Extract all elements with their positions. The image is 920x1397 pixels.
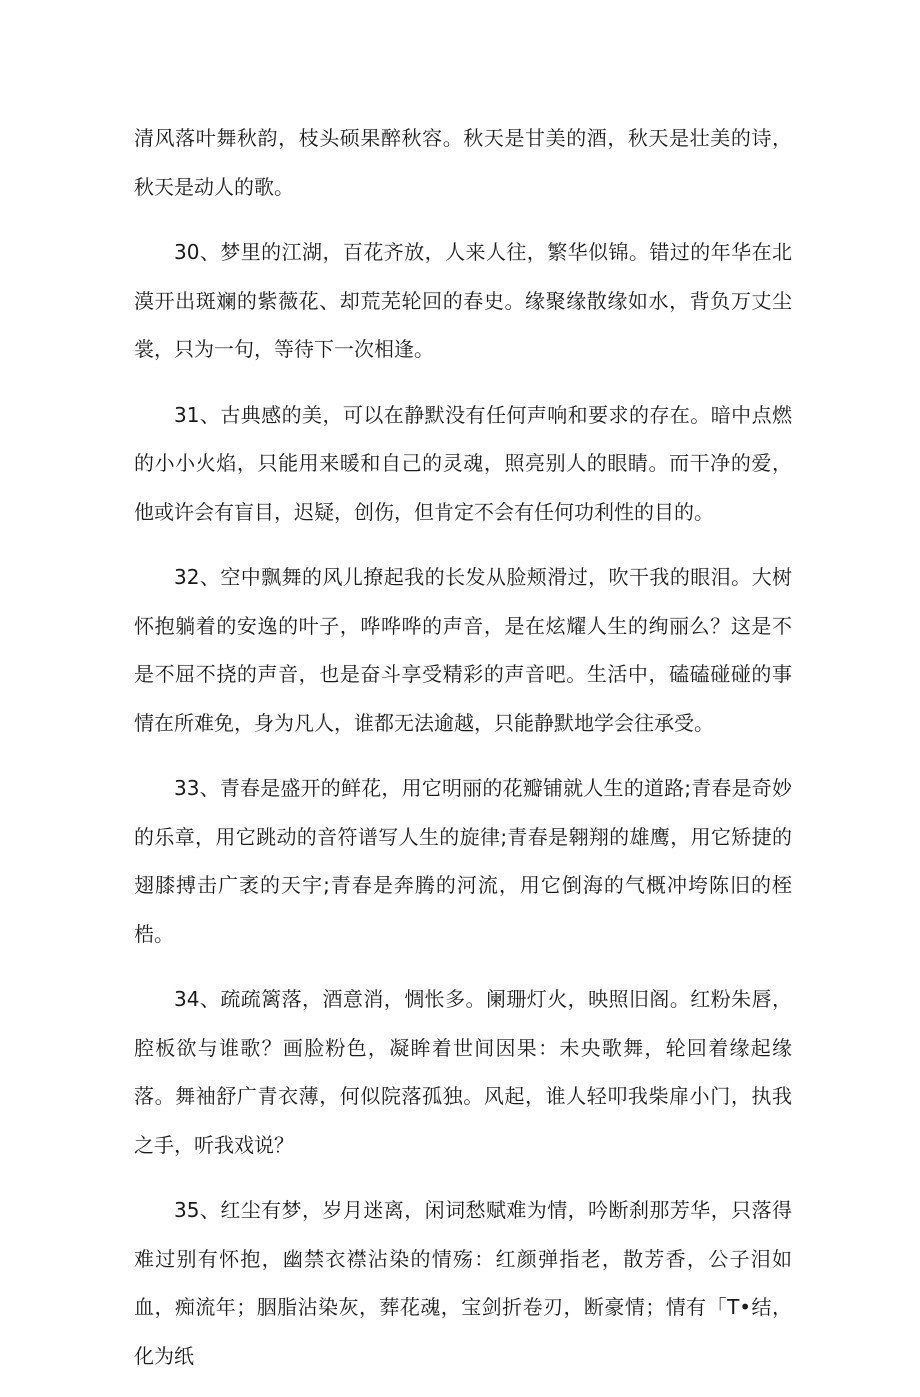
paragraph-31: 31、古典感的美，可以在静默没有任何声响和要求的存在。暗中点燃的小小火焰，只能用来暖和自己的灵魂，照亮别人的眼睛。而干净的爱，他或许会有盲目，迟疑，创伤，但肯定不会有任何功利性的目的。 — [134, 402, 792, 524]
paragraph-30: 30、梦里的江湖，百花齐放，人来人往，繁华似锦。错过的年华在北漠开出斑斓的紫薇花、却荒芜轮回的春史。缘聚缘散缘如水，背负万丈尘裳，只为一句，等待下一次相逢。 — [134, 240, 792, 361]
paragraph-35: 35、红尘有梦，岁月迷离，闲词愁赋难为情，吟断刹那芳华，只落得难过别有怀抱，幽禁衣襟沾染的情殇：红颜弹指老，散芳香，公子泪如血，痴流年；胭脂沾染灰，葬花魂，宝剑折卷刃，断豪情；情有「T•结，化为纸 — [134, 1198, 792, 1368]
paragraph-34: 34、疏疏篱落，酒意消，惆怅多。阑珊灯火，映照旧阁。红粉朱唇，腔板欲与谁歌？画脸粉色，凝眸着世间因果：未央歌舞，轮回着缘起缘落。舞袖舒广青衣薄，何似院落孤独。风起，谁人轻叩我柴扉小门，执我之手，听我戏说？ — [134, 987, 792, 1157]
paragraph-32: 32、空中飘舞的风儿撩起我的长发从脸颊滑过，吹干我的眼泪。大树怀抱躺着的安逸的叶子，哗哗哗的声音，是在炫耀人生的绚丽么？这是不是不屈不挠的声音，也是奋斗享受精彩的声音吧。生活中，磕磕碰碰的事情在所难免，身为凡人，谁都无法逾越，只能静默地学会往承受。 — [134, 565, 792, 735]
paragraph-33: 33、青春是盛开的鲜花，用它明丽的花瓣铺就人生的道路;青春是奇妙的乐章，用它跳动的音符谱写人生的旋律;青春是翱翔的雄鹰，用它矫捷的翅膝搏击广袤的天宇;青春是奔腾的河流，用它倒海的气概冲垮陈旧的桎梏。 — [134, 776, 792, 946]
document-body — [134, 114, 792, 1397]
paragraph-intro: 清风落叶舞秋韵，枝头硕果醉秋容。秋天是甘美的酒，秋天是壮美的诗，秋天是动人的歌。 — [134, 126, 792, 199]
